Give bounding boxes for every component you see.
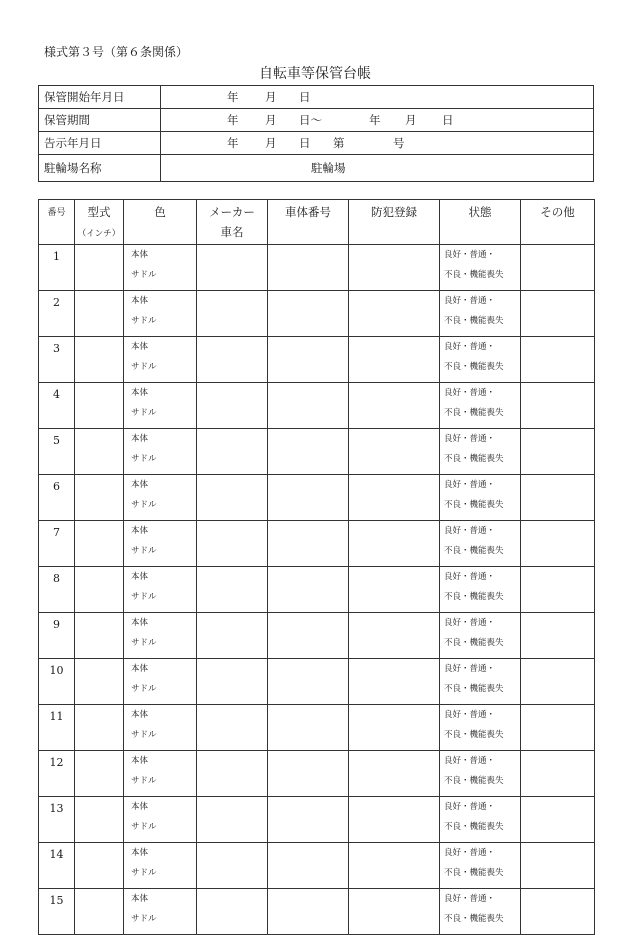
condition-options-line2: 不良・機能喪失: [444, 730, 504, 740]
condition-cell[interactable]: [440, 245, 521, 291]
color-cell[interactable]: [124, 567, 197, 613]
table-row: [39, 567, 595, 613]
row-number: 7: [39, 521, 75, 567]
row-number: 6: [39, 475, 75, 521]
color-cell[interactable]: [124, 797, 197, 843]
color-saddle-label: サドル: [131, 454, 157, 464]
maker-cell[interactable]: [197, 659, 268, 705]
color-body-label: 本体: [131, 710, 149, 720]
condition-cell[interactable]: [440, 383, 521, 429]
form-number: 様式第３号（第６条関係）: [44, 45, 189, 59]
vehicle-number-cell[interactable]: [268, 429, 349, 475]
vehicle-number-cell[interactable]: [268, 567, 349, 613]
year-unit: 年: [227, 136, 239, 150]
vehicle-number-cell[interactable]: [268, 613, 349, 659]
condition-cell[interactable]: [440, 659, 521, 705]
vehicle-number-cell[interactable]: [268, 843, 349, 889]
color-saddle-label: サドル: [131, 362, 157, 372]
parking-suffix: 駐輪場: [311, 161, 346, 175]
month-unit: 月: [405, 113, 417, 127]
vehicle-number-cell[interactable]: [268, 889, 349, 935]
table-row: [39, 475, 595, 521]
condition-cell[interactable]: [440, 475, 521, 521]
condition-cell[interactable]: [440, 889, 521, 935]
bicycle-storage-table: [38, 199, 595, 935]
other-cell[interactable]: [521, 797, 595, 843]
maker-cell[interactable]: [197, 797, 268, 843]
row-number: 3: [39, 337, 75, 383]
table-header: [39, 200, 595, 245]
storage-start-value[interactable]: [161, 86, 594, 109]
vehicle-number-cell[interactable]: [268, 797, 349, 843]
day-unit: 日: [299, 136, 311, 150]
storage-start-row: [39, 86, 594, 109]
maker-cell[interactable]: [197, 705, 268, 751]
color-saddle-label: サドル: [131, 914, 157, 924]
color-body-label: 本体: [131, 526, 149, 536]
color-body-label: 本体: [131, 342, 149, 352]
condition-options-line2: 不良・機能喪失: [444, 822, 504, 832]
crime-registration-cell[interactable]: [349, 843, 440, 889]
crime-registration-cell[interactable]: [349, 245, 440, 291]
maker-cell[interactable]: [197, 291, 268, 337]
row-number: 14: [39, 843, 75, 889]
table-row: [39, 843, 595, 889]
color-body-label: 本体: [131, 250, 149, 260]
col-other-header: その他: [521, 200, 595, 245]
storage-period-value[interactable]: [161, 109, 594, 132]
crime-registration-cell[interactable]: [349, 751, 440, 797]
other-cell[interactable]: [521, 659, 595, 705]
condition-options-line1: 良好・普通・: [444, 572, 496, 582]
parking-name-value[interactable]: [161, 155, 594, 182]
crime-registration-cell[interactable]: [349, 337, 440, 383]
condition-options-line2: 不良・機能喪失: [444, 776, 504, 786]
maker-cell[interactable]: [197, 751, 268, 797]
col-condition-header: 状態: [440, 200, 521, 245]
other-cell[interactable]: [521, 843, 595, 889]
other-cell[interactable]: [521, 889, 595, 935]
parking-name-row: [39, 155, 594, 182]
maker-cell[interactable]: [197, 475, 268, 521]
vehicle-number-cell[interactable]: [268, 705, 349, 751]
table-row: [39, 659, 595, 705]
crime-registration-cell[interactable]: [349, 475, 440, 521]
condition-cell[interactable]: [440, 429, 521, 475]
model-cell[interactable]: [75, 337, 124, 383]
color-body-label: 本体: [131, 388, 149, 398]
condition-options-line2: 不良・機能喪失: [444, 638, 504, 648]
model-cell[interactable]: [75, 705, 124, 751]
color-cell[interactable]: [124, 843, 197, 889]
month-unit: 月: [265, 113, 277, 127]
crime-registration-cell[interactable]: [349, 889, 440, 935]
row-number: 1: [39, 245, 75, 291]
crime-registration-cell[interactable]: [349, 521, 440, 567]
notice-date-row: [39, 132, 594, 155]
row-number: 12: [39, 751, 75, 797]
col-color-header: 色: [124, 200, 197, 245]
color-body-label: 本体: [131, 756, 149, 766]
maker-cell[interactable]: [197, 429, 268, 475]
model-cell[interactable]: [75, 521, 124, 567]
other-cell[interactable]: [521, 567, 595, 613]
model-cell[interactable]: [75, 429, 124, 475]
color-cell[interactable]: [124, 521, 197, 567]
condition-options-line2: 不良・機能喪失: [444, 868, 504, 878]
color-cell[interactable]: [124, 245, 197, 291]
day-unit: 日: [299, 90, 311, 104]
crime-registration-cell[interactable]: [349, 567, 440, 613]
row-number: 15: [39, 889, 75, 935]
model-cell[interactable]: [75, 245, 124, 291]
color-cell[interactable]: [124, 659, 197, 705]
condition-options-line2: 不良・機能喪失: [444, 592, 504, 602]
condition-options-line1: 良好・普通・: [444, 848, 496, 858]
model-cell[interactable]: [75, 797, 124, 843]
color-body-label: 本体: [131, 296, 149, 306]
crime-registration-cell[interactable]: [349, 383, 440, 429]
color-cell[interactable]: [124, 475, 197, 521]
condition-options-line1: 良好・普通・: [444, 664, 496, 674]
model-cell[interactable]: [75, 843, 124, 889]
condition-cell[interactable]: [440, 751, 521, 797]
condition-cell[interactable]: [440, 337, 521, 383]
col-model-subheader: （インチ）: [77, 229, 121, 239]
condition-options-line2: 不良・機能喪失: [444, 362, 504, 372]
condition-options-line1: 良好・普通・: [444, 480, 496, 490]
condition-options-line1: 良好・普通・: [444, 388, 496, 398]
year-unit: 年: [227, 113, 239, 127]
row-number: 5: [39, 429, 75, 475]
condition-options-line1: 良好・普通・: [444, 526, 496, 536]
condition-options-line2: 不良・機能喪失: [444, 408, 504, 418]
color-saddle-label: サドル: [131, 822, 157, 832]
table-row: [39, 797, 595, 843]
color-cell[interactable]: [124, 337, 197, 383]
other-cell[interactable]: [521, 521, 595, 567]
color-saddle-label: サドル: [131, 408, 157, 418]
condition-options-line1: 良好・普通・: [444, 710, 496, 720]
vehicle-number-cell[interactable]: [268, 337, 349, 383]
vehicle-number-cell[interactable]: [268, 659, 349, 705]
other-cell[interactable]: [521, 337, 595, 383]
color-body-label: 本体: [131, 894, 149, 904]
condition-options-line2: 不良・機能喪失: [444, 454, 504, 464]
condition-options-line1: 良好・普通・: [444, 250, 496, 260]
color-body-label: 本体: [131, 618, 149, 628]
model-cell[interactable]: [75, 291, 124, 337]
crime-registration-cell[interactable]: [349, 613, 440, 659]
model-cell[interactable]: [75, 751, 124, 797]
condition-options-line2: 不良・機能喪失: [444, 316, 504, 326]
row-number: 2: [39, 291, 75, 337]
row-number: 13: [39, 797, 75, 843]
col-number-header: 番号: [39, 200, 75, 245]
condition-options-line1: 良好・普通・: [444, 802, 496, 812]
day-unit: 日: [442, 113, 454, 127]
vehicle-number-cell[interactable]: [268, 751, 349, 797]
maker-cell[interactable]: [197, 383, 268, 429]
color-cell[interactable]: [124, 613, 197, 659]
vehicle-number-cell[interactable]: [268, 521, 349, 567]
col-maker-header: メーカー 車名: [197, 200, 268, 245]
year-unit: 年: [227, 90, 239, 104]
table-row: [39, 521, 595, 567]
color-body-label: 本体: [131, 802, 149, 812]
number-prefix: 第: [333, 136, 345, 150]
vehicle-number-cell[interactable]: [268, 383, 349, 429]
color-saddle-label: サドル: [131, 546, 157, 556]
color-body-label: 本体: [131, 664, 149, 674]
table-row: [39, 383, 595, 429]
parking-name-label: 駐輪場名称: [39, 155, 161, 182]
color-saddle-label: サドル: [131, 592, 157, 602]
condition-cell[interactable]: [440, 613, 521, 659]
condition-options-line2: 不良・機能喪失: [444, 684, 504, 694]
color-saddle-label: サドル: [131, 868, 157, 878]
col-vehicle-number-header: 車体番号: [268, 200, 349, 245]
model-cell[interactable]: [75, 567, 124, 613]
storage-period-label: 保管期間: [39, 109, 161, 132]
table-row: [39, 889, 595, 935]
number-suffix: 号: [393, 136, 405, 150]
maker-cell[interactable]: [197, 613, 268, 659]
maker-cell[interactable]: [197, 889, 268, 935]
color-cell[interactable]: [124, 889, 197, 935]
crime-registration-cell[interactable]: [349, 797, 440, 843]
notice-date-value[interactable]: [161, 132, 594, 155]
col-maker-subheader: 車名: [220, 225, 244, 239]
table-row: [39, 291, 595, 337]
storage-start-label: 保管開始年月日: [39, 86, 161, 109]
model-cell[interactable]: [75, 659, 124, 705]
document-title: 自転車等保管台帳: [259, 66, 371, 82]
crime-registration-cell[interactable]: [349, 429, 440, 475]
row-number: 10: [39, 659, 75, 705]
color-cell[interactable]: [124, 705, 197, 751]
color-cell[interactable]: [124, 751, 197, 797]
other-cell[interactable]: [521, 291, 595, 337]
condition-options-line1: 良好・普通・: [444, 756, 496, 766]
condition-cell[interactable]: [440, 291, 521, 337]
other-cell[interactable]: [521, 705, 595, 751]
table-row: [39, 705, 595, 751]
color-cell[interactable]: [124, 291, 197, 337]
other-cell[interactable]: [521, 613, 595, 659]
crime-registration-cell[interactable]: [349, 659, 440, 705]
color-body-label: 本体: [131, 434, 149, 444]
model-cell[interactable]: [75, 889, 124, 935]
table-row: [39, 429, 595, 475]
color-saddle-label: サドル: [131, 730, 157, 740]
condition-options-line2: 不良・機能喪失: [444, 270, 504, 280]
other-cell[interactable]: [521, 429, 595, 475]
maker-cell[interactable]: [197, 337, 268, 383]
condition-options-line2: 不良・機能喪失: [444, 500, 504, 510]
col-crime-registration-header: 防犯登録: [349, 200, 440, 245]
row-number: 11: [39, 705, 75, 751]
notice-date-label: 告示年月日: [39, 132, 161, 155]
vehicle-number-cell[interactable]: [268, 291, 349, 337]
color-body-label: 本体: [131, 848, 149, 858]
color-saddle-label: サドル: [131, 270, 157, 280]
model-cell[interactable]: [75, 475, 124, 521]
other-cell[interactable]: [521, 751, 595, 797]
condition-options-line1: 良好・普通・: [444, 342, 496, 352]
maker-cell[interactable]: [197, 843, 268, 889]
table-row: [39, 751, 595, 797]
day-until-unit: 日～: [299, 113, 322, 127]
color-body-label: 本体: [131, 480, 149, 490]
maker-cell[interactable]: [197, 521, 268, 567]
col-model-header: 型式 （インチ）: [75, 200, 124, 245]
other-cell[interactable]: [521, 383, 595, 429]
table-row: [39, 337, 595, 383]
color-cell[interactable]: [124, 383, 197, 429]
color-cell[interactable]: [124, 429, 197, 475]
color-saddle-label: サドル: [131, 638, 157, 648]
condition-cell[interactable]: [440, 567, 521, 613]
condition-options-line1: 良好・普通・: [444, 296, 496, 306]
maker-cell[interactable]: [197, 567, 268, 613]
row-number: 8: [39, 567, 75, 613]
maker-cell[interactable]: [197, 245, 268, 291]
condition-cell[interactable]: [440, 705, 521, 751]
color-saddle-label: サドル: [131, 316, 157, 326]
table-row: [39, 613, 595, 659]
year-unit: 年: [369, 113, 381, 127]
other-cell[interactable]: [521, 245, 595, 291]
condition-options-line1: 良好・普通・: [444, 434, 496, 444]
condition-options-line2: 不良・機能喪失: [444, 914, 504, 924]
row-number: 9: [39, 613, 75, 659]
vehicle-number-cell[interactable]: [268, 245, 349, 291]
condition-options-line1: 良好・普通・: [444, 894, 496, 904]
crime-registration-cell[interactable]: [349, 705, 440, 751]
condition-options-line1: 良好・普通・: [444, 618, 496, 628]
vehicle-number-cell[interactable]: [268, 475, 349, 521]
table-row: [39, 245, 595, 291]
month-unit: 月: [265, 136, 277, 150]
other-cell[interactable]: [521, 475, 595, 521]
crime-registration-cell[interactable]: [349, 291, 440, 337]
condition-cell[interactable]: [440, 797, 521, 843]
row-number: 4: [39, 383, 75, 429]
color-saddle-label: サドル: [131, 500, 157, 510]
model-cell[interactable]: [75, 613, 124, 659]
condition-cell[interactable]: [440, 521, 521, 567]
model-cell[interactable]: [75, 383, 124, 429]
color-saddle-label: サドル: [131, 684, 157, 694]
color-saddle-label: サドル: [131, 776, 157, 786]
condition-options-line2: 不良・機能喪失: [444, 546, 504, 556]
month-unit: 月: [265, 90, 277, 104]
color-body-label: 本体: [131, 572, 149, 582]
condition-cell[interactable]: [440, 843, 521, 889]
storage-info-table: [38, 85, 594, 182]
storage-period-row: [39, 109, 594, 132]
